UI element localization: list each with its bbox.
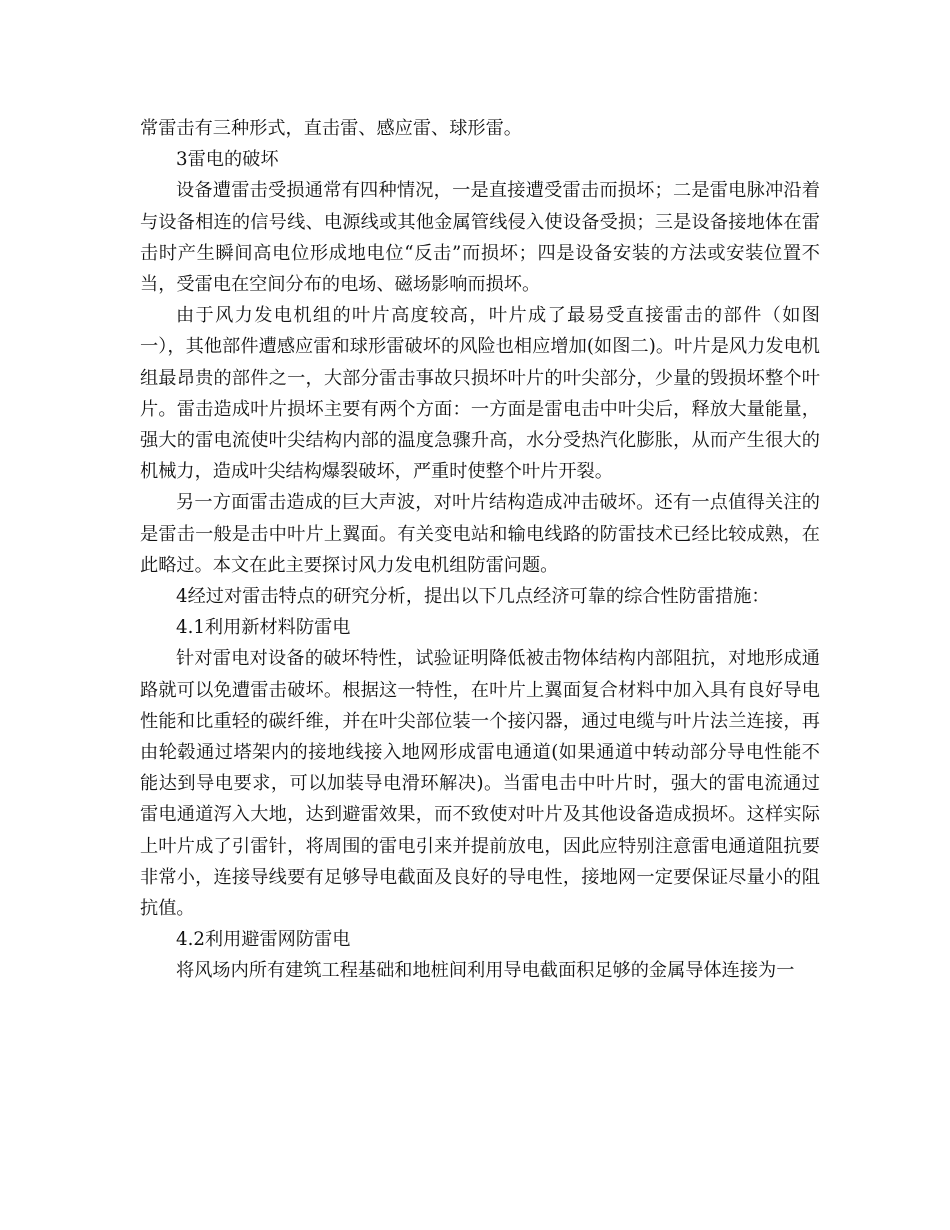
subsection-heading-4-1: 4.1利用新材料防雷电: [176, 617, 351, 639]
paragraph-new-materials: 针对雷电对设备的破坏特性，试验证明降低被击物体结构内部阻抗，对地形成通路就可以免遭雷击破坏。根据这一特性，在叶片上翼面复合材料中加入具有良好导电性能和比重轻的碳纤维，并在叶尖部位装一个接闪器，通过电缆与叶片法兰连接，再由轮毂通过塔架内的接地线接入地网形成雷电通道(如果通道中转动部分导电性能不能达到导电要求，可以加装导电滑环解决)。当雷电击中叶片时，强大的雷电流通过雷电通道泻入大地，达到避雷效果，而不致使对叶片及其他设备造成损坏。这样实际上叶片成了引雷针，将周围的雷电引来并提前放电，因此应特别注意雷电通道阻抗要非常小，连接导线要有足够导电截面及良好的导电性，接地网一定要保证尽量小的阻抗值。: [140, 648, 820, 920]
section-heading-3: 3雷电的破坏: [176, 149, 279, 171]
section-heading-4: 4经过对雷击特点的研究分析，提出以下几点经济可靠的综合性防雷措施：: [176, 586, 770, 608]
paragraph-continuation: 常雷击有三种形式，直击雷、感应雷、球形雷。: [140, 118, 522, 139]
paragraph-lightning-net: 将风场内所有建筑工程基础和地桩间利用导电截面积足够的金属导体连接为一: [176, 960, 795, 982]
subsection-heading-4-2: 4.2利用避雷网防雷电: [176, 929, 351, 951]
paragraph-blade-damage: 由于风力发电机组的叶片高度较高，叶片成了最易受直接雷击的部件（如图一），其他部件遭感应雷和球形雷破坏的风险也相应增加(如图二)。叶片是风力发电机组最昂贵的部件之一，大部分雷击事故只损坏叶片的叶尖部分，少量的毁损坏整个叶片。雷击造成叶片损坏主要有两个方面：一方面是雷电击中叶尖后，释放大量能量，强大的雷电流使叶尖结构内部的温度急骤升高，水分受热汽化膨胀，从而产生很大的机械力，造成叶尖结构爆裂破坏，严重时使整个叶片开裂。: [140, 305, 820, 483]
paragraph-damage-types: 设备遭雷击受损通常有四种情况，一是直接遭受雷击而损坏；二是雷电脉冲沿着与设备相连的信号线、电源线或其他金属管线侵入使设备受损；三是设备接地体在雷击时产生瞬间高电位形成地电位“反击”而损坏；四是设备安装的方法或安装位置不当，受雷电在空间分布的电场、磁场影响而损坏。: [140, 180, 820, 296]
paragraph-acoustic-damage: 另一方面雷击造成的巨大声波，对叶片结构造成冲击破坏。还有一点值得关注的是雷击一般是击中叶片上翼面。有关变电站和输电线路的防雷技术已经比较成熟，在此略过。本文在此主要探讨风力发电机组防雷问题。: [140, 492, 820, 576]
